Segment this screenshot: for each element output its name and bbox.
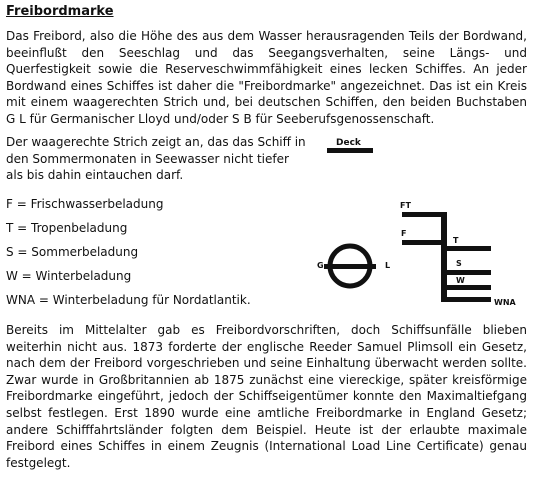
mark-s-line bbox=[441, 270, 491, 275]
load-marks bbox=[400, 201, 517, 307]
deck-line bbox=[327, 148, 373, 153]
mark-t-line bbox=[441, 246, 491, 251]
circle-letter-right: L bbox=[385, 261, 391, 270]
circle-letter-left: G bbox=[317, 261, 324, 270]
legend-item-t: T = Tropenbeladung bbox=[6, 221, 128, 235]
mark-ft-label: FT bbox=[400, 201, 411, 210]
legend-item-w: W = Winterbeladung bbox=[6, 269, 132, 283]
mark-w-label: W bbox=[456, 276, 465, 285]
mark-s-label: S bbox=[456, 259, 462, 268]
history-paragraph: Bereits im Mittelalter gab es Freibordvorschriften, doch Schiffsunfälle blieben weiterhin nicht aus. 1873 forderte der englische Reeder Samuel Plimsoll ein Gesetz, nach dem der Freibord vorgeschrieben und seine Einhaltung überwacht werden sollte. Zwar wurde in Großbritannien ab 1875 zunächst eine viereckige, später kreisförmige Freibordmarke eingeführt, jedoch der Schiffseigentümer konnte den Maximaltiefgang selbst festlegen. Erst 1890 wurde eine amtliche Freibordmarke in England Gesetz; andere Schifffahrtsländer folgten dem Beispiel. Heute ist der erlaubte maximale Freibord eines Schiffes in einem Zeugnis (International Load Line Certificate) genau festgelegt. bbox=[6, 323, 527, 470]
mark-wna-label: WNA bbox=[494, 298, 516, 307]
load-line-bar bbox=[324, 264, 376, 269]
mark-f-label: F bbox=[401, 229, 407, 238]
legend-item-f: F = Frischwasserbeladung bbox=[6, 197, 164, 211]
deck-mark bbox=[327, 138, 373, 153]
mark-f-line bbox=[402, 240, 447, 245]
intro-paragraph: Das Freibord, also die Höhe des aus dem Wasser herausragenden Teils der Bordwand, beeinflußt den Seeschlag und das Seegangsverhalten, seine Längs- und Querfestigkeit sowie die Reserveschwimmfähigkeit eines lecken Schiffes. An jeder Bordwand eines Schiffes ist daher die "Freibordmarke" angezeichnet. Das ist ein Kreis mit einem waagerechten Strich und, bei deutschen Schiffen, den beiden Buchstaben G L für Germanischer Lloyd und/oder S B für Seeberufsgenossenschaft. bbox=[6, 29, 527, 126]
deck-line-paragraph: Der waagerechte Strich zeigt an, das das Schiff in den Sommermonaten in Seewasser nicht tiefer als bis dahin eintauchen darf. bbox=[6, 135, 306, 183]
mark-t-label: T bbox=[453, 236, 459, 245]
mark-w-line bbox=[441, 285, 491, 290]
load-line-circle bbox=[317, 246, 390, 286]
legend-item-s: S = Sommerbeladung bbox=[6, 245, 139, 259]
mark-ft-line bbox=[402, 212, 447, 217]
mark-wna-line bbox=[441, 297, 491, 302]
legend-item-wna: WNA = Winterbeladung für Nordatlantik. bbox=[6, 293, 251, 307]
deck-label: Deck bbox=[336, 138, 361, 148]
page-title: Freibordmarke bbox=[6, 4, 114, 19]
